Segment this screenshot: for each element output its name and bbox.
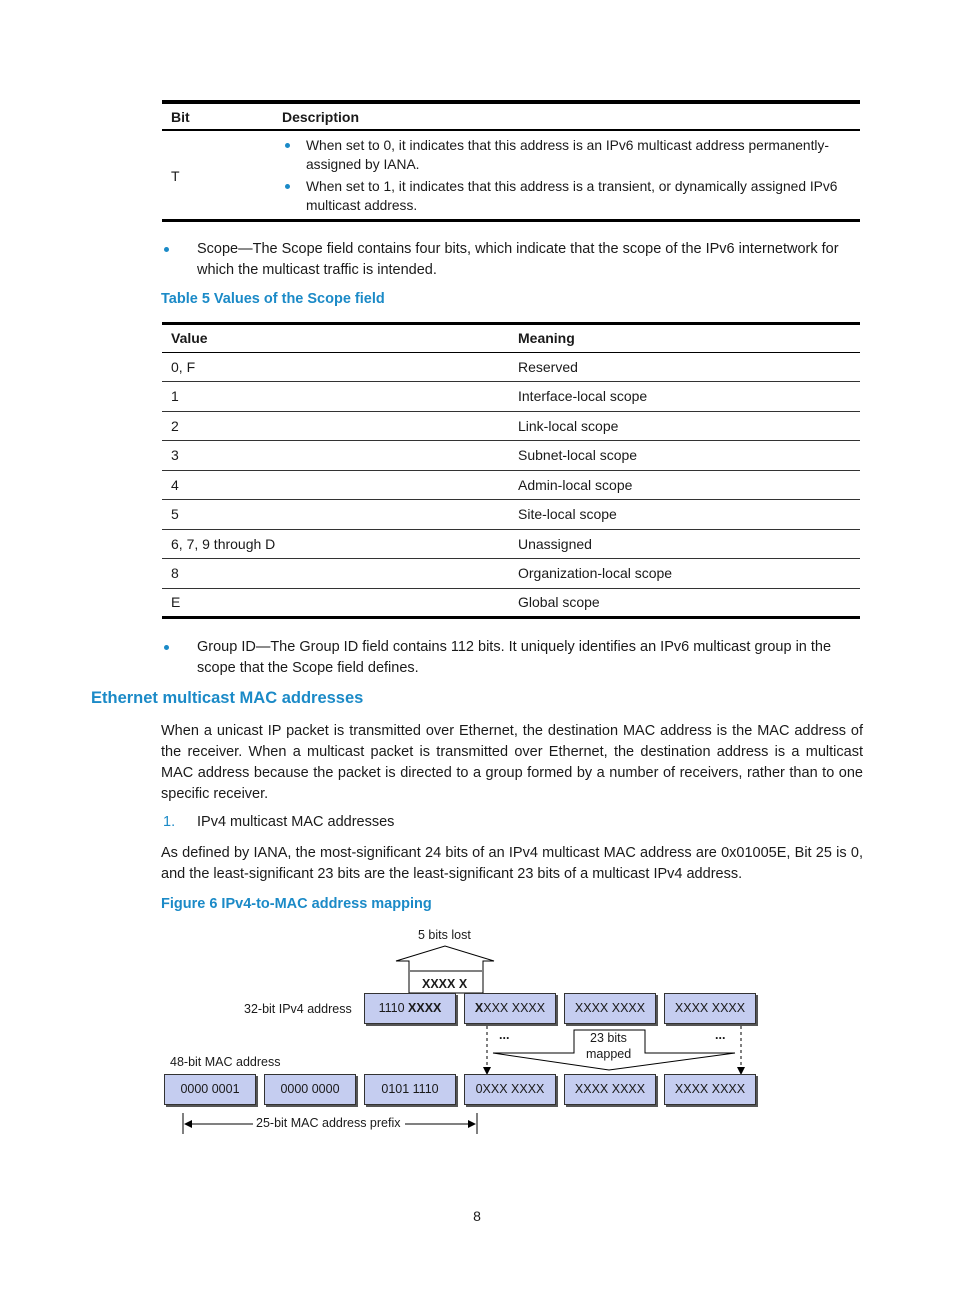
table5-caption: Table 5 Values of the Scope field <box>161 291 385 307</box>
ipv4-octet-4: XXXX XXXX <box>664 993 756 1024</box>
meaning-cell: Unassigned <box>518 535 592 552</box>
value-header: Value <box>171 330 208 347</box>
value-cell: 6, 7, 9 through D <box>171 535 276 552</box>
section-heading: Ethernet multicast MAC addresses <box>91 689 364 707</box>
mac-octet-5: XXXX XXXX <box>564 1074 656 1105</box>
ipv4-octet-3: XXXX XXXX <box>564 993 656 1024</box>
ipv4-address-label: 32-bit IPv4 address <box>244 1002 352 1016</box>
paragraph-1: When a unicast IP packet is transmitted over Ethernet, the destination MAC address is the MAC address of the receiver. When a multicast packet is transmitted over Ethernet, the destination address is a multicast MAC address because the packet is directed to a group formed by a number of receivers, rather than to one specific receiver. <box>161 723 863 802</box>
prefix-label: 25-bit MAC address prefix <box>256 1116 401 1130</box>
value-cell: 5 <box>171 506 179 523</box>
ellipsis-left: ... <box>499 1028 510 1042</box>
mapped-label-line2: mapped <box>586 1047 632 1061</box>
mac-address-label: 48-bit MAC address <box>170 1055 281 1069</box>
value-cell: 0, F <box>171 358 196 375</box>
meaning-cell: Interface-local scope <box>518 388 648 405</box>
ipv4-octet-1: 1110 XXXX <box>364 993 456 1024</box>
meaning-cell: Global scope <box>518 594 600 611</box>
bit-header: Bit <box>171 109 190 125</box>
page-number: 8 <box>473 1208 481 1224</box>
list-item-text: IPv4 multicast MAC addresses <box>197 814 395 830</box>
group-bullet-text: Group ID—The Group ID field contains 112 bits. It uniquely identifies an IPv6 multicast group in the scope that the Scope field defines. <box>197 639 832 676</box>
description-item: When set to 1, it indicates that this address is a transient, or dynamically assigned IPv6 multicast address. <box>282 177 852 215</box>
mac-octet-1: 0000 0001 <box>164 1074 256 1105</box>
meaning-header: Meaning <box>518 330 575 347</box>
bit-value: T <box>171 168 180 184</box>
description-header: Description <box>282 109 360 125</box>
list-number: 1. <box>163 814 176 830</box>
meaning-cell: Site-local scope <box>518 506 617 523</box>
mapped-label-line1: 23 bits <box>590 1031 627 1045</box>
mac-octet-6: XXXX XXXX <box>664 1074 756 1105</box>
scope-bullet-text: Scope—The Scope field contains four bits, which indicate that the scope of the IPv6 internetwork for which the multicast traffic is intended. <box>197 241 839 278</box>
xxxx-x-label: XXXX X <box>422 977 468 991</box>
ellipsis-right: ... <box>715 1028 726 1042</box>
value-cell: 3 <box>171 447 179 464</box>
value-cell: 1 <box>171 388 179 405</box>
bits-lost-label: 5 bits lost <box>418 928 471 942</box>
meaning-cell: Reserved <box>518 358 578 375</box>
mac-octet-2: 0000 0000 <box>264 1074 356 1105</box>
value-cell: 2 <box>171 417 179 434</box>
paragraph-2: As defined by IANA, the most-significant 24 bits of an IPv4 multicast MAC address are 0x01005E, Bit 25 is 0, and the least-significant 23 bits are the least-significant 23 bits of a multicast IPv4 address. <box>161 845 863 882</box>
figure-caption: Figure 6 IPv4-to-MAC address mapping <box>161 896 432 912</box>
meaning-cell: Organization-local scope <box>518 565 673 582</box>
mac-octet-3: 0101 1110 <box>364 1074 456 1105</box>
meaning-cell: Link-local scope <box>518 417 619 434</box>
meaning-cell: Admin-local scope <box>518 476 633 493</box>
value-cell: 4 <box>171 476 179 493</box>
ipv4-octet-2: XXXX XXXX <box>464 993 556 1024</box>
value-cell: E <box>171 594 181 611</box>
meaning-cell: Subnet-local scope <box>518 447 638 464</box>
description-item: When set to 0, it indicates that this address is an IPv6 multicast address permanently-assigned by IANA. <box>282 136 852 174</box>
value-cell: 8 <box>171 565 179 582</box>
mac-octet-4: 0XXX XXXX <box>464 1074 556 1105</box>
